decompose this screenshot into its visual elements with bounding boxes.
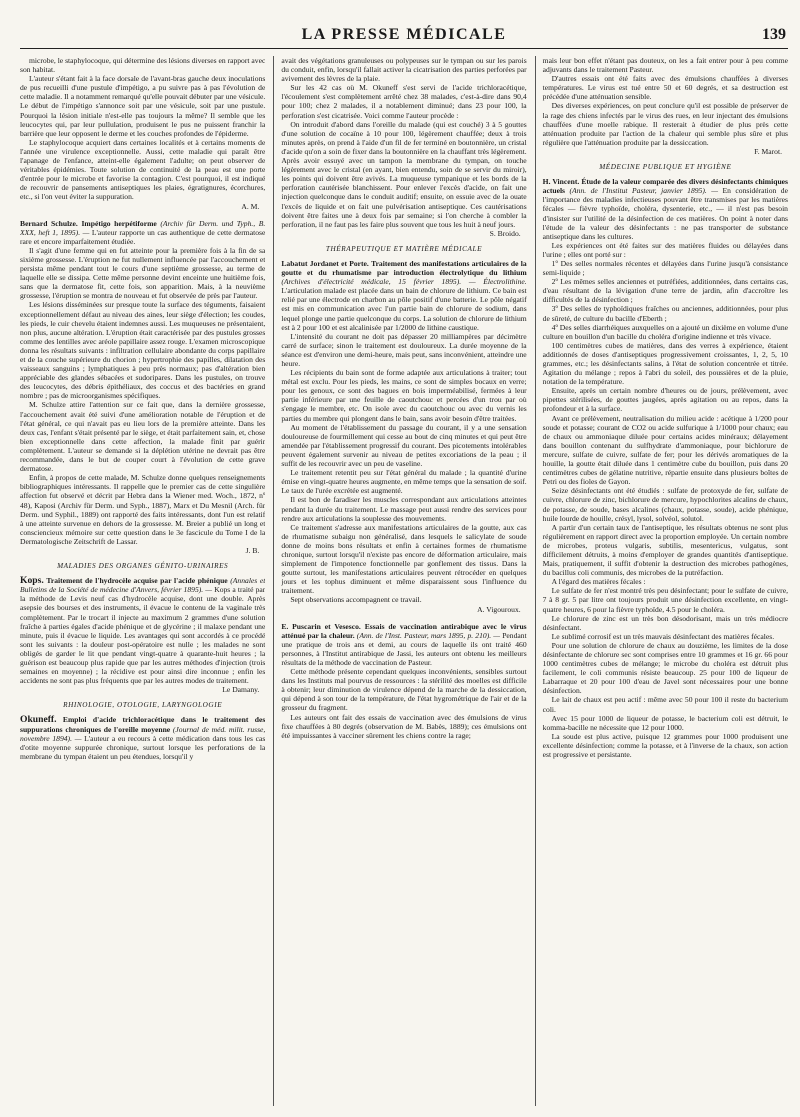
section-heading: MÉDECINE PUBLIQUE ET HYGIÈNE <box>599 163 732 172</box>
article-title: Emploi d'acide trichloracétique dans le traitement des suppurations chroniques de l'oreille moyenne <box>20 715 266 734</box>
paragraph: On introduit d'abord dans l'oreille du malade (qui est couché) 3 à 5 gouttes d'une solution de cocaïne à 10 pour 100, légèrement chauffée; deux à trois minutes après, on prend à l'aide d'un fil de fer terminé en boutonnière, un cristal d'acide qu'on a soin de fixer dans la boutonnière en la chauffant très légèrement. Après avoir essuyé avec un tampon la membrane du tympan, on touche légèrement avec le cristal (en ayant, bien entendu, soin de se servir du miroir), les points qui doivent être avivés. La muqueuse tympanique et les bords de la perforation cautérisée blanchissent. Pour enlever l'excès d'acide, on fait une injection quelconque dans le conduit auditif; ensuite, on essuie avec de la ouate l'excès de liquide et on fait une pulvérisation antiseptique. Ces cautérisations doivent être faites une à deux fois par semaine; si l'on cherche à combler la perforation, il ne faut pas les faire plus souvent que tous les huit à neuf jours. <box>281 119 527 229</box>
paragraph: 1º Des selles normales récentes et délayées dans l'urine jusqu'à consistance semi-liquide ; <box>542 258 788 278</box>
paragraph: Le sulfate de fer n'est montré très peu désinfectant; pour le sulfate de cuivre, 7 à 8 gr. 5 par litre ont toujours produit une désinfection excellente, en vingt-quatre heures, 6 pour la fièvre typhoïde, 4.5 pour le choléra. <box>542 586 788 614</box>
paragraph: L'auteur s'étant fait à la face dorsale de l'avant-bras gauche deux inoculations de pus recueilli d'une pustule d'impétigo, a pu suivre pas à pas l'évolution de cette maladie. Il a notamment remarqué qu'elle pouvait débuter par une vésicule. Le début de l'impétigo s'annonce soit par une vésicule, soit par une pustule. Pourquoi la lésion initiale n'est-elle pas toujours la même? Il semble que les leucocytes qui, par leur pullulation, produisent le pus ne puissent franchir la barrière que leur opposent le derme et les couches profondes de l'épiderme. <box>20 74 266 138</box>
paragraph: Les lésions disséminées sur presque toute la surface des téguments, faisaient exceptionnellement défaut au niveau des aines, leur siège d'élection; les coudes, les pieds, le cuir chevelu étaient indemnes aussi. Les muqueuses ne présentaient, non plus, aucune altération. L'éruption était caractérisée par des pustules grosses comme des lentilles avec aréole papillaire assez rouge. L'examen microscopique donna les résultats suivants : infiltration cellulaire abondante du corps papillaire et de la couche supérieure du chorion ; hypertrophie des papilles, dilatation des vaisseaux sanguins ; lymphatiques à peu près normaux; pas d'altération bien appréciable des glandes sébacées et sudoripares. Dans les pustules, on trouve des leucocytes, des débris épithéliaux, des coccus et des bactéries en grand nombre ; pas de microorganismes spécifiques. <box>20 300 266 401</box>
column-right <box>535 56 788 1106</box>
text-columns <box>20 56 788 1106</box>
paragraph: Cette méthode présente cependant quelques inconvénients, sensibles surtout dans les Instituts mal pourvus de ressources : la stérilité des moelles est difficile à obtenir; leur diminution de virulence dépend de la marche de la dessiccation, qui dépend à son tour de la température, de l'état hygrométrique de l'air et de la grosseur du fragment. <box>281 667 527 713</box>
paragraph: 100 centimètres cubes de matières, dans des verres à expérience, étaient additionnés de doses d'antiseptiques progressivement croissantes, 1, 2, 5, 10 grammes, etc.; les désinfectants salins, à l'état de solution concentrée et titrée. Agitation du mélange ; repos à l'abri du soleil, des poussières et de la pluie, notation de la température. <box>542 340 788 387</box>
signature: F. Marot. <box>754 146 782 156</box>
paragraph: Sur les 42 cas où M. Okuneff s'est servi de l'acide trichloracétique, l'écoulement s'est complètement arrêté chez 38 malades, c'est-à-dire dans 90,4 pour 100; chez 2 malades, il a notablement diminué; dans 23 pour 100, la perforation s'est cicatrisée. Voici comme l'auteur procède : <box>281 83 527 120</box>
paragraph: 4º Des selles diarrhéiques auxquelles on a ajouté un dixième en volume d'une culture en bouillon d'un bacille du choléra d'origine indienne et très vivace. <box>542 322 788 341</box>
paragraph: Il est bon de faradiser les muscles correspondant aux articulations atteintes pendant la durée du traitement. Le massage peut aussi rendre des services pour rendre aux articulations la souplesse des mouvements. <box>281 495 527 523</box>
article-title: Étude de la valeur comparée des divers désinfectants chimiques actuels <box>542 177 788 196</box>
article-author: Bernard Schulze. <box>20 218 78 228</box>
section-heading: RHINOLOGIE, OTOLOGIE, LARYNGOLOGIE <box>63 701 223 710</box>
paragraph: M. Schulze attire l'attention sur ce fait que, dans la dernière grossesse, l'accouchement avait été suivi d'une amélioration notable de l'éruption et de l'état général, ce qui n'avait pas eu lieu lors de la première atteinte. Dans les deux cas, l'enfant s'était présenté par le siège, et était parfaitement sain, et, chose bien exceptionnelle dans cette affection, la malade finit par guérir complètement. L'auteur se demande si la déplétion utérine ne devrait pas être recommandée, dans le but de couper court à l'évolution de cette grave dermatose. <box>20 400 266 474</box>
paragraph: Les récipients du bain sont de forme adaptée aux articulations à traiter; tout métal est exclu. Pour les pieds, les mains, ce sont de simples bocaux en verre; pour les genoux, ce sont des bagues en bois imperméabilisé, fermées à leur partie inférieure par une feuille de caoutchouc et percées d'un trou par où s'engage le membre, etc. On isole avec du caoutchouc ou avec du vernis les parties du membre qui plongent dans le bain, sans avoir besoin d'être traitées. <box>281 368 527 423</box>
paragraph: La soude est plus active, puisque 12 grammes pour 1000 produisent une excellente désinfection; comme la potasse, et à l'inverse de la chaux, son action est progressive et persistante. <box>542 731 788 760</box>
article-lead: L'auteur rapporte un cas authentique de cette dermatose rare et encore imparfaitement étudiée. <box>20 227 266 246</box>
paragraph: Avant ce prélèvement, neutralisation du milieu acide : acétique à 1/200 pour soude et potasse; courant de CO2 ou acide sulfurique à 1/1000 pour chaux; eau de chaux ou ammoniaque diluée pour certains acides minéraux; délayement dans bouillon contenant du sulfhydrate d'ammoniaque, pour bichlorure de mercure, sulfate de cuivre, sulfate de fer; pour les dérivés aromatiques de la houille, la goutte était diluée dans 1 centimètre cube du bouillon, puis dans 20 centimètres cubes de gélatine nutritive, répartie ensuite dans plusieurs boîtes de Petri ou des fioles de Gayon. <box>542 413 788 487</box>
article-lead: L'auteur a eu recours à cette médication dans tous les cas d'otite moyenne suppurée chronique, surtout lorsque les perforations de la membrane du tympan étaient un peu étendues, lorsqu'il y <box>20 733 266 761</box>
article-author: Kops. <box>20 575 44 587</box>
paragraph: mais leur bon effet n'étant pas douteux, on les a fait entrer pour à peu comme adjuvants dans le traitement Pasteur. <box>542 56 788 75</box>
running-title: LA PRESSE MÉDICALE <box>301 26 507 43</box>
paragraph: Ensuite, après un certain nombre d'heures ou de jours, prélèvement, avec pipettes stérilisées, de gouttes jaugées, après agitation ou au repos, dans la profondeur et à la surface. <box>542 386 788 414</box>
column-middle <box>273 56 526 1106</box>
paragraph: Des diverses expériences, on peut conclure qu'il est possible de préserver de la rage des chiens infectés par le virus des rues, en leur injectant des émulsions chauffées d'une moelle rabique. Il resterait à étudier de plus près cette atténuation produite par l'action de la chaleur qui semble plus sûre et plus régulière que l'atténuation produite par la dessiccation. <box>542 101 788 147</box>
article-title: Traitement de l'hydrocèle acquise par l'acide phénique <box>46 576 228 586</box>
column-left <box>20 56 265 1106</box>
article-author: Okuneff. <box>20 714 57 726</box>
paragraph: Les auteurs ont fait des essais de vaccination avec des émulsions de virus fixe chauffées à 80 degrés (observation de M. Babès, 1889); ces émulsions ont été impuissantes à vacciner sûrement les chiens contre la rage; <box>281 712 527 740</box>
spacer <box>281 614 526 618</box>
section-heading: MALADIES DES ORGANES GÉNITO-URINAIRES <box>57 562 229 571</box>
paragraph: Enfin, à propos de cette malade, M. Schulze donne quelques renseignements bibliographiques intéressants. Il rappelle que le premier cas de cette singulière affection fut observé et décrit par Hebra dans la Wiener med. Woch., 1872, nº 48), Kaposi (Archiv für Derm. und Syph., 1887), Marx et Du Mesnil (Arch. für Derm. und Syphil., 1889) ont rapporté des faits intéressants, dont l'un est relatif à une atteinte survenue en dehors de la grossesse. M. Breier a publié un long et consciencieux mémoire sur cette question dans le 3e fascicule du Tome I de la Dermatologische Zeitschrift de Lassar. <box>20 473 266 546</box>
paragraph: Le chlorure de zinc est un très bon désodorisant, mais un très médiocre désinfectant. <box>542 613 788 632</box>
article-author: Labatut Jordanet et Porte. <box>281 258 369 268</box>
article-heading <box>20 576 265 685</box>
paragraph: Il s'agit d'une femme qui en fut atteinte pour la première fois à la fin de sa sixième grossesse. L'éruption ne fut nullement influencée par l'accouchement et persista même pendant tout le cours d'une septième grossesse, au terme de laquelle elle se dissipa. Cette même personne devint enceinte une huitième fois, sans que la dermatose fit, cette fois, son apparition. Mais, à la neuvième grossesse, l'éruption se montra de nouveau et fut observée de près par l'auteur. <box>20 245 266 301</box>
article-heading <box>281 622 526 667</box>
article-lead: En considération de l'importance des maladies infectieuses pouvant être transmises par les matières fécales — fièvre typhoïde, choléra, dysenterie, etc., — il n'est pas besoin d'insister sur l'utilité de la désinfection de ces matières. On point à noter dans l'étude de la valeur des désinfectants : ne pas transporter de substance antiseptique dans les cultures. <box>542 186 788 241</box>
paragraph: 3º Des selles de typhoïdiques fraîches ou anciennes, additionnées, pour plus de sûreté, de culture du bacille d'Eberth ; <box>542 304 788 323</box>
paragraph: Le sublimé corrosif est un très mauvais désinfectant des matières fécales. <box>551 631 775 641</box>
paragraph: D'autres essais ont été faits avec des émulsions chauffées à diverses températures. Le virus est tué entre 50 et 60 degrés, et sa destruction est précédée d'une atténuation sensible. <box>542 74 788 102</box>
paragraph: microbe, le staphylocoque, qui détermine des lésions diverses en rapport avec son habitat. <box>20 56 266 75</box>
paragraph: A partir d'un certain taux de l'antiseptique, les résultats obtenus ne sont plus régulièrement en rapport direct avec la proportion employée. Un certain nombre de microbes, proteus vulgaris, subtilis, mesentericus, vulgatus, sont difficilement détruits, à moins d'employer de grandes quantités d'antiseptique. Mais, pratiquement, il suffit d'obtenir la destruction des microbes pathogènes, du bacillus coli communis, des microbes de la putréfaction. <box>542 522 788 578</box>
article-heading <box>20 219 265 246</box>
article-reference: (Annales et Bulletins de la Société de médecine d'Anvers, février 1895). — <box>20 576 266 595</box>
article-lead: Pendant une pratique de trois ans et demi, au cours de laquelle ils ont traité 460 personnes, à l'Institut antirabique de Jassi, les auteurs ont obtenu les meilleurs résultats de la méthode de vaccination de Pasteur. <box>281 630 527 667</box>
paragraph: Le lait de chaux est peu actif : même avec 50 pour 100 il reste du bacterium coli. <box>542 695 788 714</box>
section-heading: THÉRAPEUTIQUE ET MATIÈRE MÉDICALE <box>325 244 483 253</box>
article-heading <box>543 177 788 241</box>
paragraph: Ce traitement s'adresse aux manifestations articulaires de la goutte, aux cas de rhumatisme subaigu non généralisé, dans lesquels le salicylate de soude donne de moins bons résultats et enfin à certaines formes de rhumatisme chronique, surtout lorsqu'il n'existe pas encore de déformation articulaire, mais simplement de l'impotence fonctionnelle par gonflement des tissus. Dans la goutte surtout, les manifestations articulaires peuvent rétrocéder en quelques jours et les tophus diminuent et même disparaissent sous l'influence du traitement. <box>281 522 527 596</box>
paragraph: Avec 15 pour 1000 de liqueur de potasse, le bacterium coli est détruit, le komma-bacille ne nécessite que 12 pour 1000. <box>542 713 788 732</box>
paragraph: L'intensité du courant ne doit pas dépasser 20 milliampères par décimètre carré de surface; sinon le traitement est douloureux. La durée moyenne de la séance est d'environ une demi-heure, mais peut, sans inconvénient, atteindre une heure. <box>281 331 527 368</box>
header-rule <box>20 48 788 49</box>
paragraph: Au moment de l'établissement du passage du courant, il y a une sensation douloureuse de fourmillement qui cesse au bout de cinq minutes et qui peut être amendée par l'établissement progressif du courant. Des picotements intolérables peuvent également survenir au niveau de petites excoriations de la peau ; il suffit de les recouvrir avec un peu de vaseline. <box>281 422 527 469</box>
paragraph: Pour une solution de chlorure de chaux au douzième, les limites de la dose désinfectante de chlorure sec sont comprises entre 10 grammes et 16 gr. 66 pour 1000 centimètres cubes de mélange; le microbe du choléra est détruit plus facilement, le coli communis résiste beaucoup. 25 pour 100 de liqueur de Labarraque et 20 pour 100 d'eau de Javel sont nécessaires pour une bonne désinfection. <box>542 640 788 696</box>
signature: S. Broido. <box>489 228 521 238</box>
paragraph: A l'égard des matières fécales : <box>551 577 646 587</box>
article-lead: L'articulation malade est placée dans un bain de chlorure de lithium. Ce bain est relié par une électrode en charbon au pôle positif d'une batterie. Le pôle négatif est mis en communication avec l'un partie bain de chlorure de sodium, dans lequel plonge une partie quelconque du corps. La solution de chlorure de lithium est à 2 pour 100 et est alcalinisée par 1/2000 de lithine caustique. <box>281 286 527 332</box>
article-author: H. Vincent. <box>542 177 580 187</box>
paragraph: Seize désinfectants ont été étudiés : sulfate de protoxyde de fer, sulfate de cuivre, chlorure de zinc, bichlorure de mercure, hypochlorites alcalins de chaux, de potasse, de soude, bases alcalines (chaux, potasse, soude), acide phénique, huile lourde de houille, crésyl, lysol, solvéol, solutol. <box>542 486 788 523</box>
paragraph: Le staphylocoque acquiert dans certaines localités et à certains moments de l'année une virulence exceptionnelle. Aussi, cette maladie qui paraît être l'apanage de l'enfance, atteint-elle également l'adulte; on peut observer de véritables épidémies. Toute solution de continuité de la peau est une porte d'entrée pour le microbe et favorise la contagion. C'est pourquoi, il est indiqué de recouvrir de pansements antiseptiques les plaies, égratignures, écorchures, etc., si l'on veut éviter la suppuration. <box>20 137 266 202</box>
signature: J. B. <box>245 545 260 555</box>
paragraph: Les expériences ont été faites sur des matières fluides ou délayées dans l'urine ; elles ont porté sur : <box>542 240 788 259</box>
article-heading <box>281 259 526 332</box>
paragraph: Sept observations accompagnent ce travail. <box>290 595 422 605</box>
article-lead: Kops a traité par la méthode de Levis neuf cas d'hydrocèle acquise, dont une double. Après asepsie des bourses et des instruments, il évacue le contenu de la vaginale très complètement. Par le trocart il injecte au maximum 2 grammes d'une solution fraîche à parties égales d'acide phénique et de glycérine ; il malaxe pendant une minute, puis il évacue le liquide. Les avantages qui sont accordés à ce procédé sont les suivants : la douleur post-opératoire est nulle ; les malades ne sont obligés de garder le lit que pendant vingt-quatre à quarante-huit heures ; la guérison est beaucoup plus rapide que par les autres méthodes d'injection (trois semaines en moyenne) ; la récidive est pour ainsi dire inconnue ; enfin les accidents ne sont pas plus fréquents que par les autres modes de traitement. <box>20 585 266 686</box>
signature: Le Damany. <box>222 685 260 695</box>
article-reference: (Archives d'électricité médicale, 15 février 1895). — Électrolithine. <box>281 277 527 287</box>
journal-page <box>20 26 788 1106</box>
signature: A. Vigouroux. <box>477 604 521 614</box>
spacer <box>20 211 265 215</box>
article-author: E. Puscarin et Vesesco. <box>281 621 361 631</box>
article-reference: (Journal de méd. milit. russe, novembre 1894). — <box>20 724 266 743</box>
paragraph: 2º Les mêmes selles anciennes et putréfiées, additionnées, dans certains cas, d'eau résultant de la lévigation d'une terre de jardin, afin d'accroître les difficultés de la désinfection ; <box>542 277 788 305</box>
article-title: Traitement des manifestations articulaires de la goutte et du rhumatisme par introduction électrolytique du lithium <box>281 258 527 278</box>
article-reference: (Ann. de l'Institut Pasteur, janvier 1895). — <box>569 186 719 196</box>
article-heading <box>20 715 265 760</box>
article-title: Essais de vaccination antirabique avec le virus atténué par la chaleur. <box>281 621 527 640</box>
article-reference: (Archiv für Derm. und Typh., B. XXX, heft 1, 1895). — <box>20 218 266 237</box>
article-title: Impétigo herpétiforme <box>81 218 157 228</box>
paragraph: Le traitement retentit peu sur l'état général du malade ; la quantité d'urine émise en vingt-quatre heures augmente, en même temps que la sensation de soif. Le taux de l'urée excrétée est augmenté. <box>281 468 527 496</box>
page-number: 139 <box>762 26 786 43</box>
article-reference: (Ann. de l'Inst. Pasteur, mars 1895, p. 210). — <box>356 630 501 640</box>
paragraph: avait des végétations granuleuses ou polypeuses sur le tympan ou sur les parois du conduit, enfin, lorsqu'il fallait activer la cicatrisation des parties perforées par avivement des lèvres de la plaie. <box>281 56 527 84</box>
signature: A. M. <box>241 201 260 211</box>
page-header <box>20 26 788 48</box>
